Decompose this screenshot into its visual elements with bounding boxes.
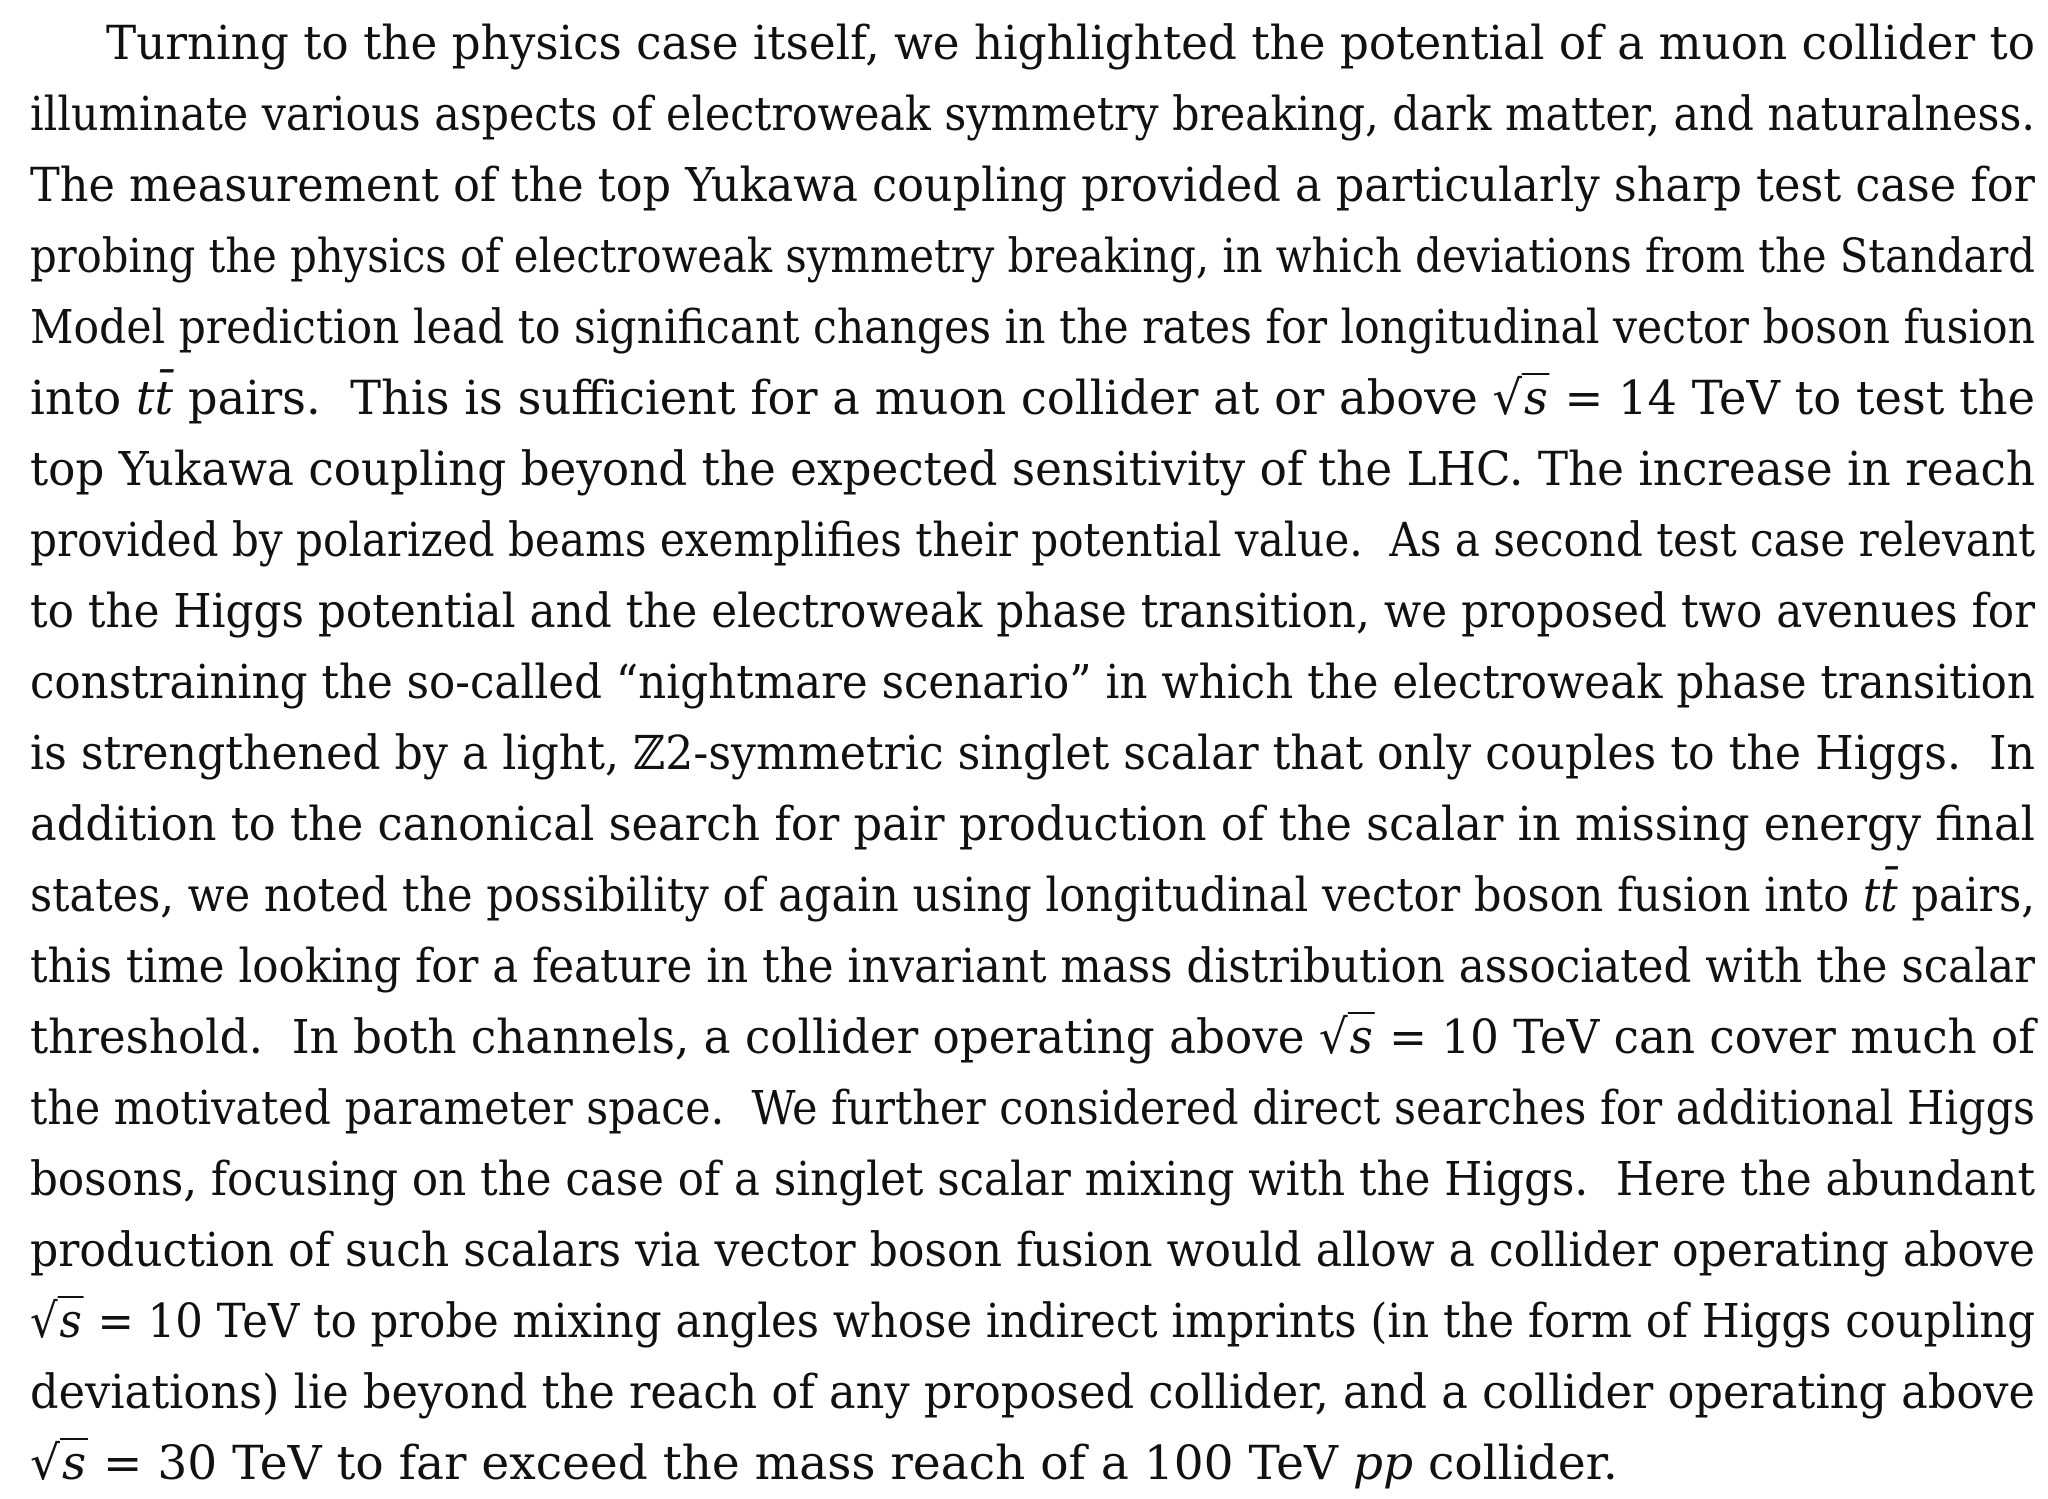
text-line — [30, 1286, 2035, 1357]
text-segment: probing the physics of electroweak symmetry breaking, in which deviations from the Standard — [30, 229, 2035, 284]
text-segment: = 14 TeV to test the — [1549, 371, 2035, 426]
text-line — [30, 576, 2035, 647]
radicand: s — [59, 1294, 82, 1349]
text-line — [30, 505, 2035, 576]
math-italic: pp — [1352, 1436, 1414, 1491]
sqrt-expression — [30, 1286, 84, 1357]
radicand: s — [61, 1436, 87, 1491]
text-line — [30, 1073, 2035, 1144]
text-line — [30, 1215, 2035, 1286]
text-segment: production of such scalars via vector boson fusion would allow a collider operating above — [30, 1223, 2035, 1278]
radicand: s — [1523, 371, 1548, 426]
text-line — [30, 434, 2035, 505]
text-segment: into — [30, 371, 136, 426]
sqrt-expression — [30, 1428, 88, 1499]
text-segment: The measurement of the top Yukawa coupling provided a particularly sharp test case for — [30, 158, 2035, 213]
text-segment: collider. — [1413, 1436, 1618, 1491]
text-line — [30, 150, 2035, 221]
text-segment: top Yukawa coupling beyond the expected sensitivity of the LHC. The increase in reach — [30, 442, 2035, 497]
sqrt-expression — [1492, 363, 1549, 434]
text-segment: is strengthened by a light, ℤ2-symmetric singlet scalar that only couples to the Higgs. In — [30, 726, 2035, 781]
text-segment: provided by polarized beams exemplifies their potential value. As a second test case relevant — [30, 513, 2035, 568]
text-line — [30, 718, 2035, 789]
radical-sign: √ — [30, 1294, 58, 1349]
text-segment: bosons, focusing on the case of a singlet scalar mixing with the Higgs. Here the abundant — [30, 1152, 2035, 1207]
text-segment: the motivated parameter space. We further considered direct searches for additional Higgs — [30, 1081, 2035, 1136]
text-line — [30, 292, 2035, 363]
text-line — [30, 1357, 2035, 1428]
text-segment: = 10 TeV to probe mixing angles whose indirect imprints (in the form of Higgs coupling — [83, 1294, 2035, 1349]
paper-page — [30, 8, 2035, 1499]
text-line — [30, 860, 2035, 931]
body-paragraph — [30, 8, 2035, 1499]
text-segment: states, we noted the possibility of again using longitudinal vector boson fusion into — [30, 868, 1863, 923]
sqrt-expression — [1319, 1002, 1375, 1073]
text-line — [30, 647, 2035, 718]
radical-sign: √ — [30, 1436, 60, 1491]
text-line — [30, 1428, 2035, 1499]
math-italic: tt̄ — [135, 371, 174, 426]
text-segment: constraining the so-called “nightmare scenario” in which the electroweak phase transition — [30, 655, 2035, 710]
math-italic: tt̄ — [1862, 868, 1898, 923]
text-segment: threshold. In both channels, a collider operating above — [30, 1010, 1319, 1065]
text-line — [30, 79, 2035, 150]
text-segment: Turning to the physics case itself, we highlighted the potential of a muon collider to — [106, 16, 2035, 71]
text-segment: = 30 TeV to far exceed the mass reach of a 100 TeV — [88, 1436, 1353, 1491]
text-segment: to the Higgs potential and the electroweak phase transition, we proposed two avenues for — [30, 584, 2035, 639]
text-segment: pairs. This is sufficient for a muon collider at or above — [173, 371, 1493, 426]
text-line — [30, 221, 2035, 292]
text-segment: deviations) lie beyond the reach of any proposed collider, and a collider operating above — [30, 1365, 2035, 1420]
text-line — [30, 8, 2035, 79]
text-line — [30, 789, 2035, 860]
text-line — [30, 363, 2035, 434]
text-line — [30, 931, 2035, 1002]
text-line — [30, 1002, 2035, 1073]
text-segment: Model prediction lead to significant changes in the rates for longitudinal vector boson fusion — [30, 300, 2035, 355]
text-segment: addition to the canonical search for pair production of the scalar in missing energy final — [30, 797, 2035, 852]
radical-sign: √ — [1318, 1010, 1348, 1065]
text-line — [30, 1144, 2035, 1215]
text-segment: this time looking for a feature in the invariant mass distribution associated with the scalar — [30, 939, 2035, 994]
radical-sign: √ — [1492, 371, 1523, 426]
radicand: s — [1349, 1010, 1373, 1065]
text-segment: illuminate various aspects of electroweak symmetry breaking, dark matter, and naturalness. — [30, 87, 2035, 142]
text-segment: = 10 TeV can cover much of — [1374, 1010, 2035, 1065]
text-segment: pairs, — [1897, 868, 2036, 923]
